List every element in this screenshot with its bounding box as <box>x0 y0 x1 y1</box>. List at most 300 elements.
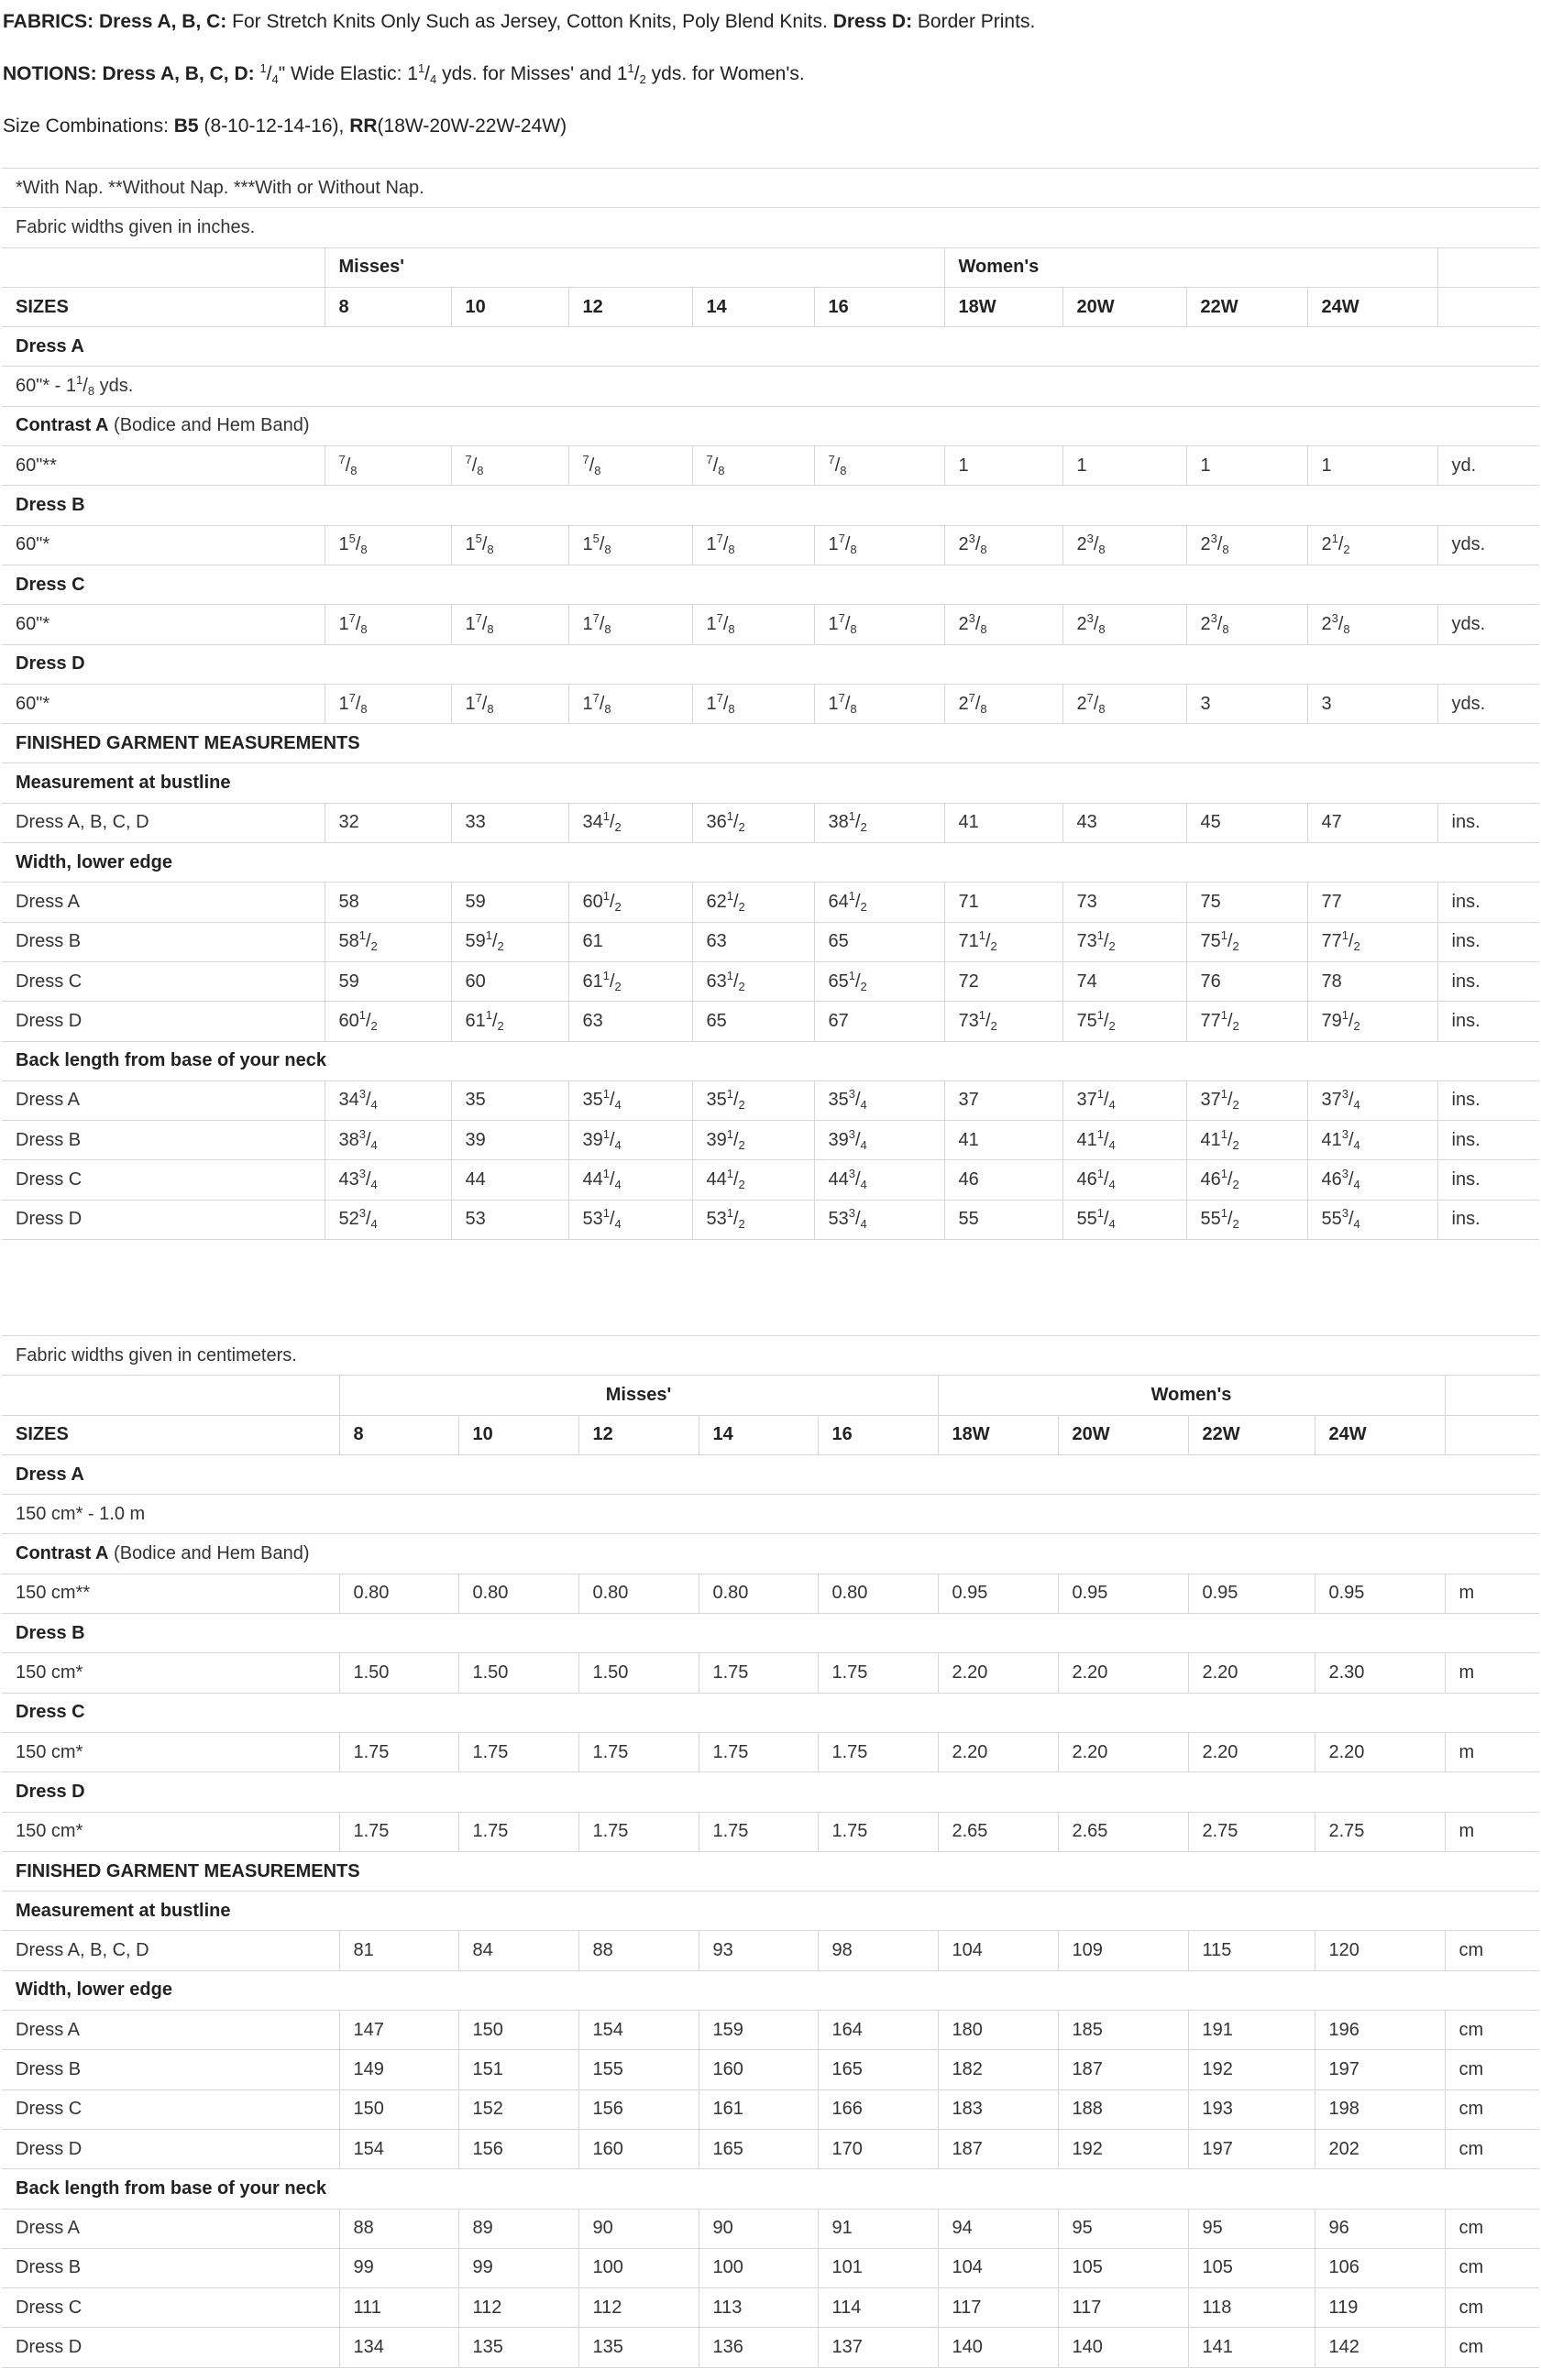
yardage-value: 0.80 <box>578 1574 699 1613</box>
measurement-value: 104 <box>938 1931 1058 1970</box>
dress-label: Dress C <box>2 2089 339 2129</box>
measurement-value: 197 <box>1188 2129 1315 2168</box>
size-code-b5: B5 <box>173 115 199 137</box>
section-row <box>2 724 1539 763</box>
dress-b-row <box>2 1653 1539 1693</box>
size-header: 14 <box>699 1415 818 1454</box>
size-header: 20W <box>1058 1415 1188 1454</box>
yardage-value: 0.95 <box>1315 1574 1445 1613</box>
dress-c-title: Dress C <box>2 1693 1539 1732</box>
unit: ins. <box>1437 1200 1539 1239</box>
measurement-value: 170 <box>818 2129 938 2168</box>
measurement-value: 39 <box>451 1121 568 1160</box>
width-lower-edge-row <box>2 2129 1539 2168</box>
measurement-value: 135 <box>458 2328 578 2367</box>
yardage-value: 0.80 <box>458 1574 578 1613</box>
unit: ins. <box>1437 1002 1539 1041</box>
measurement-value: 100 <box>699 2248 818 2287</box>
nap-note-row <box>2 169 1539 208</box>
size-rr-range: (18W-20W-22W-24W) <box>377 115 567 137</box>
measurement-value: $46^1/_2$ <box>1186 1160 1307 1200</box>
contrast-a-title: Contrast A (Bodice and Hem Band) <box>2 406 1539 445</box>
width-lower-edge-title: Width, lower edge <box>2 843 1539 883</box>
measurement-value: 165 <box>818 2050 938 2089</box>
measurement-value: 43 <box>1062 803 1186 842</box>
section-row <box>2 1892 1539 1931</box>
yardage-value: $2^3/_8$ <box>1186 525 1307 565</box>
yardage-value: 1.75 <box>818 1732 938 1771</box>
blank-cell <box>1437 247 1539 287</box>
measurement-value: 32 <box>325 803 451 842</box>
notions-line <box>3 61 805 87</box>
width-lower-edge-row <box>2 2089 1539 2129</box>
measurement-value: 135 <box>578 2328 699 2367</box>
yardage-value: $1^5/_8$ <box>568 525 692 565</box>
measurement-value: $65^1/_2$ <box>814 961 944 1001</box>
yardage-value: 1.75 <box>458 1732 578 1771</box>
dress-d-title: Dress D <box>2 644 1539 684</box>
dress-label: Dress A <box>2 2011 339 2050</box>
measurement-value: 117 <box>1058 2288 1188 2328</box>
measurement-value: $75^1/_2$ <box>1062 1002 1186 1041</box>
measurement-value: 55 <box>944 1200 1062 1239</box>
contrast-a-title: Contrast A (Bodice and Hem Band) <box>2 1534 1539 1574</box>
dress-label: Dress C <box>2 2288 339 2328</box>
size-header: 12 <box>568 287 692 326</box>
width-lower-edge-row <box>2 2011 1539 2050</box>
measurement-value: $53^1/_2$ <box>692 1200 814 1239</box>
measurement-value: 91 <box>818 2209 938 2248</box>
measurement-value: 141 <box>1188 2328 1315 2367</box>
dress-label: Dress D <box>2 2129 339 2168</box>
bustline-row <box>2 803 1539 842</box>
measurement-value: $77^1/_2$ <box>1186 1002 1307 1041</box>
dress-label: Dress D <box>2 1002 325 1041</box>
size-header: 18W <box>944 287 1062 326</box>
dress-label: Dress A <box>2 883 325 922</box>
yardage-value: $^7/_8$ <box>692 446 814 486</box>
yardage-value: 1.75 <box>818 1653 938 1693</box>
yardage-value: 0.95 <box>938 1574 1058 1613</box>
measurement-value: 134 <box>339 2328 458 2367</box>
yardage-value: 1.75 <box>339 1732 458 1771</box>
measurement-value: $41^1/_4$ <box>1062 1121 1186 1160</box>
measurement-value: 152 <box>458 2089 578 2129</box>
dress-b-row <box>2 525 1539 565</box>
measurement-value: 59 <box>451 883 568 922</box>
yardage-value: $1^5/_8$ <box>451 525 568 565</box>
measurement-value: 161 <box>699 2089 818 2129</box>
measurement-value: $52^3/_4$ <box>325 1200 451 1239</box>
measurement-value: 63 <box>692 922 814 961</box>
measurement-value: 136 <box>699 2328 818 2367</box>
measurement-value: 185 <box>1058 2011 1188 2050</box>
measurement-value: $60^1/_2$ <box>568 883 692 922</box>
yardage-value: $2^3/_8$ <box>1062 525 1186 565</box>
section-row <box>2 1970 1539 2010</box>
bustline-title: Measurement at bustline <box>2 763 1539 803</box>
measurement-value: 88 <box>339 2209 458 2248</box>
size-header: 14 <box>692 287 814 326</box>
measurement-value: $60^1/_2$ <box>325 1002 451 1041</box>
back-length-row <box>2 2248 1539 2287</box>
measurement-value: 118 <box>1188 2288 1315 2328</box>
dress-label: Dress C <box>2 1160 325 1200</box>
measurement-value: $41^1/_2$ <box>1186 1121 1307 1160</box>
measurement-value: 160 <box>578 2129 699 2168</box>
section-row <box>2 406 1539 445</box>
unit: ins. <box>1437 1080 1539 1120</box>
measurement-value: 164 <box>818 2011 938 2050</box>
measurement-value: $39^3/_4$ <box>814 1121 944 1160</box>
section-row <box>2 843 1539 883</box>
measurement-value: 183 <box>938 2089 1058 2129</box>
dress-d-row <box>2 684 1539 723</box>
measurement-value: $53^3/_4$ <box>814 1200 944 1239</box>
section-row <box>2 1614 1539 1653</box>
dress-d-row <box>2 1812 1539 1851</box>
yardage-value: $1^7/_8$ <box>451 684 568 723</box>
measurement-value: 193 <box>1188 2089 1315 2129</box>
measurement-value: 33 <box>451 803 568 842</box>
measurement-value: 196 <box>1315 2011 1445 2050</box>
measurement-value: 113 <box>699 2288 818 2328</box>
fabric-width: 150 cm* <box>2 1653 339 1693</box>
measurement-value: 154 <box>339 2129 458 2168</box>
measurement-value: 37 <box>944 1080 1062 1120</box>
measurement-value: 149 <box>339 2050 458 2089</box>
unit: yds. <box>1437 684 1539 723</box>
yardage-value: 2.65 <box>1058 1812 1188 1851</box>
fabric-width: 150 cm** <box>2 1574 339 1613</box>
measurement-value: $75^1/_2$ <box>1186 922 1307 961</box>
unit: cm <box>1445 2089 1539 2129</box>
contrast-a-row <box>2 1574 1539 1613</box>
measurement-value: 165 <box>699 2129 818 2168</box>
measurement-value: 88 <box>578 1931 699 1970</box>
yardage-value: $1^7/_8$ <box>814 525 944 565</box>
size-header: 16 <box>814 287 944 326</box>
measurement-value: 192 <box>1058 2129 1188 2168</box>
size-b5-range: (8-10-12-14-16), <box>198 115 350 137</box>
size-header: 8 <box>339 1415 458 1454</box>
measurement-value: $37^1/_2$ <box>1186 1080 1307 1120</box>
measurement-value: $62^1/_2$ <box>692 883 814 922</box>
yardage-value: 1.75 <box>818 1812 938 1851</box>
yardage-value: $1^7/_8$ <box>325 684 451 723</box>
bustline-label: Dress A, B, C, D <box>2 1931 339 1970</box>
group-women: Women's <box>938 1376 1445 1415</box>
group-misses: Misses' <box>325 247 944 287</box>
yardage-value: $1^7/_8$ <box>451 605 568 644</box>
yardage-value: $1^7/_8$ <box>325 605 451 644</box>
measurement-value: 120 <box>1315 1931 1445 1970</box>
measurement-value: 78 <box>1307 961 1437 1001</box>
sizes-row <box>2 1415 1539 1454</box>
yardage-value: 1.50 <box>339 1653 458 1693</box>
size-header: 18W <box>938 1415 1058 1454</box>
measurement-value: 90 <box>699 2209 818 2248</box>
measurement-value: 109 <box>1058 1931 1188 1970</box>
unit: cm <box>1445 2328 1539 2367</box>
size-group-row <box>2 1376 1539 1415</box>
unit: yds. <box>1437 525 1539 565</box>
measurement-value: 159 <box>699 2011 818 2050</box>
measurement-value: $55^3/_4$ <box>1307 1200 1437 1239</box>
section-row <box>2 565 1539 604</box>
measurement-value: $34^1/_2$ <box>568 803 692 842</box>
dress-label: Dress A <box>2 2209 339 2248</box>
back-length-row <box>2 1121 1539 1160</box>
unit: ins. <box>1437 1160 1539 1200</box>
measurement-value: 187 <box>1058 2050 1188 2089</box>
measurement-value: 89 <box>458 2209 578 2248</box>
sizes-row <box>2 287 1539 326</box>
yardage-value: $2^3/_8$ <box>944 525 1062 565</box>
yardage-value: 1 <box>1307 446 1437 486</box>
sizes-label: SIZES <box>2 287 325 326</box>
measurement-value: 140 <box>1058 2328 1188 2367</box>
yardage-value: 0.80 <box>699 1574 818 1613</box>
yardage-value: $1^7/_8$ <box>692 525 814 565</box>
fabrics-d-text: Border Prints. <box>917 11 1036 32</box>
section-row <box>2 763 1539 803</box>
yardage-value: 1.75 <box>458 1812 578 1851</box>
blank-cell <box>2 1376 339 1415</box>
yardage-value: $2^7/_8$ <box>1062 684 1186 723</box>
yardage-value: 2.20 <box>1188 1732 1315 1771</box>
section-row <box>2 1041 1539 1080</box>
yardage-value: $2^7/_8$ <box>944 684 1062 723</box>
measurement-value: 75 <box>1186 883 1307 922</box>
back-length-row <box>2 1200 1539 1239</box>
yardage-value: 1 <box>1062 446 1186 486</box>
unit: cm <box>1445 2129 1539 2168</box>
fabrics-d-label: Dress D: <box>832 11 913 32</box>
measurement-value: 180 <box>938 2011 1058 2050</box>
measurement-value: $64^1/_2$ <box>814 883 944 922</box>
measurement-value: $79^1/_2$ <box>1307 1002 1437 1041</box>
dress-c-title: Dress C <box>2 565 1539 604</box>
yardage-value: 3 <box>1186 684 1307 723</box>
width-lower-edge-row <box>2 883 1539 922</box>
measurement-value: 99 <box>458 2248 578 2287</box>
measurement-value: 187 <box>938 2129 1058 2168</box>
yardage-value: 1.75 <box>699 1732 818 1771</box>
yardage-value: $1^7/_8$ <box>814 605 944 644</box>
width-lower-edge-row <box>2 961 1539 1001</box>
notions-dresses: Dress A, B, C, D: <box>102 63 255 84</box>
fabrics-label: FABRICS: <box>3 11 94 32</box>
section-row <box>2 1772 1539 1812</box>
size-header: 22W <box>1188 1415 1315 1454</box>
fabrics-abc-label: Dress A, B, C: <box>99 11 227 32</box>
measurement-value: 140 <box>938 2328 1058 2367</box>
measurement-value: $38^3/_4$ <box>325 1121 451 1160</box>
measurement-value: 156 <box>578 2089 699 2129</box>
size-group-row <box>2 247 1539 287</box>
measurement-value: 137 <box>818 2328 938 2367</box>
measurement-value: 65 <box>814 922 944 961</box>
unit: m <box>1445 1812 1539 1851</box>
back-length-row <box>2 1160 1539 1200</box>
measurement-value: 53 <box>451 1200 568 1239</box>
unit: ins. <box>1437 883 1539 922</box>
fabric-width: 60"* <box>2 684 325 723</box>
unit: ins. <box>1437 922 1539 961</box>
yardage-value: 2.75 <box>1315 1812 1445 1851</box>
measurement-value: 182 <box>938 2050 1058 2089</box>
measurement-value: 150 <box>339 2089 458 2129</box>
measurement-value: 105 <box>1058 2248 1188 2287</box>
yardage-value: 0.95 <box>1188 1574 1315 1613</box>
size-header: 16 <box>818 1415 938 1454</box>
measurement-value: 156 <box>458 2129 578 2168</box>
dress-a-title: Dress A <box>2 1454 1539 1494</box>
fabric-width-note: Fabric widths given in inches. <box>2 208 1539 247</box>
fabric-width-note-row <box>2 208 1539 247</box>
measurement-value: 101 <box>818 2248 938 2287</box>
fabrics-abc-text: For Stretch Knits Only Such as Jersey, Cotton Knits, Poly Blend Knits. <box>232 11 828 32</box>
fabric-width: 60"* <box>2 525 325 565</box>
measurement-value: 104 <box>938 2248 1058 2287</box>
measurement-value: 99 <box>339 2248 458 2287</box>
measurement-value: 111 <box>339 2288 458 2328</box>
size-combinations-label: Size Combinations: <box>3 115 174 137</box>
measurement-value: $37^3/_4$ <box>1307 1080 1437 1120</box>
section-row <box>2 1454 1539 1494</box>
dress-a-title: Dress A <box>2 327 1539 367</box>
back-length-row <box>2 2288 1539 2328</box>
yardage-value: $1^7/_8$ <box>692 684 814 723</box>
measurement-value: 65 <box>692 1002 814 1041</box>
unit: m <box>1445 1653 1539 1693</box>
yardage-value: 2.20 <box>1058 1732 1188 1771</box>
yardage-value: 1 <box>944 446 1062 486</box>
yardage-value: 2.20 <box>1188 1653 1315 1693</box>
yardage-value: 1.75 <box>578 1732 699 1771</box>
yardage-value: 2.20 <box>1315 1732 1445 1771</box>
measurement-value: $63^1/_2$ <box>692 961 814 1001</box>
yardage-value: 2.20 <box>938 1653 1058 1693</box>
notions-label: NOTIONS: <box>3 63 97 84</box>
back-length-row <box>2 1080 1539 1120</box>
size-header: 24W <box>1315 1415 1445 1454</box>
measurement-value: 119 <box>1315 2288 1445 2328</box>
yardage-value: 1.75 <box>578 1812 699 1851</box>
measurement-value: $61^1/_2$ <box>451 1002 568 1041</box>
yardage-value: $2^1/_2$ <box>1307 525 1437 565</box>
dress-a-yardage-row <box>2 367 1539 406</box>
yardage-value: 2.20 <box>1058 1653 1188 1693</box>
yardage-value: 2.30 <box>1315 1653 1445 1693</box>
yardage-value: 2.65 <box>938 1812 1058 1851</box>
measurement-value: 46 <box>944 1160 1062 1200</box>
measurement-value: 60 <box>451 961 568 1001</box>
width-lower-edge-row <box>2 2050 1539 2089</box>
measurement-value: 71 <box>944 883 1062 922</box>
measurement-value: 112 <box>578 2288 699 2328</box>
finished-measurements-title: FINISHED GARMENT MEASUREMENTS <box>2 724 1539 763</box>
finished-measurements-title: FINISHED GARMENT MEASUREMENTS <box>2 1851 1539 1891</box>
measurement-value: $44^3/_4$ <box>814 1160 944 1200</box>
yardage-value: 0.80 <box>818 1574 938 1613</box>
yardage-value: 2.20 <box>938 1732 1058 1771</box>
section-row <box>2 2169 1539 2209</box>
dress-a-yardage: 150 cm* - 1.0 m <box>2 1495 1539 1534</box>
yardage-value: 1.75 <box>699 1653 818 1693</box>
measurement-value: 106 <box>1315 2248 1445 2287</box>
yardage-value: $1^7/_8$ <box>568 684 692 723</box>
size-header: 8 <box>325 287 451 326</box>
measurement-value: 96 <box>1315 2209 1445 2248</box>
yardage-value: $2^3/_8$ <box>1307 605 1437 644</box>
yardage-value: $^7/_8$ <box>568 446 692 486</box>
dress-label: Dress C <box>2 961 325 1001</box>
blank-cell <box>2 247 325 287</box>
measurement-value: 160 <box>699 2050 818 2089</box>
fabric-width: 150 cm* <box>2 1732 339 1771</box>
measurement-value: 45 <box>1186 803 1307 842</box>
measurement-value: $44^1/_4$ <box>568 1160 692 1200</box>
dress-d-title: Dress D <box>2 1772 1539 1812</box>
size-header: 10 <box>458 1415 578 1454</box>
measurement-value: 150 <box>458 2011 578 2050</box>
yardage-value: 0.80 <box>339 1574 458 1613</box>
measurement-value: 117 <box>938 2288 1058 2328</box>
dress-label: Dress D <box>2 2328 339 2367</box>
dress-label: Dress A <box>2 1080 325 1120</box>
measurement-value: $71^1/_2$ <box>944 922 1062 961</box>
unit: ins. <box>1437 803 1539 842</box>
yardage-value: $2^3/_8$ <box>944 605 1062 644</box>
size-header: 10 <box>451 287 568 326</box>
measurement-value: 198 <box>1315 2089 1445 2129</box>
measurement-value: $39^1/_4$ <box>568 1121 692 1160</box>
fabrics-line <box>3 9 1035 35</box>
measurement-value: $46^3/_4$ <box>1307 1160 1437 1200</box>
measurement-value: $41^3/_4$ <box>1307 1121 1437 1160</box>
yardage-table-centimeters <box>2 1335 1539 2368</box>
measurement-value: 192 <box>1188 2050 1315 2089</box>
sizes-label: SIZES <box>2 1415 339 1454</box>
measurement-value: $38^1/_2$ <box>814 803 944 842</box>
measurement-value: 142 <box>1315 2328 1445 2367</box>
measurement-value: $55^1/_2$ <box>1186 1200 1307 1239</box>
dress-label: Dress B <box>2 1121 325 1160</box>
measurement-value: 95 <box>1188 2209 1315 2248</box>
yardage-value: $1^7/_8$ <box>568 605 692 644</box>
measurement-value: 154 <box>578 2011 699 2050</box>
unit: cm <box>1445 2011 1539 2050</box>
back-length-row <box>2 2209 1539 2248</box>
fabric-width-note: Fabric widths given in centimeters. <box>2 1336 1539 1376</box>
yardage-value: $2^3/_8$ <box>1186 605 1307 644</box>
measurement-value: 58 <box>325 883 451 922</box>
measurement-value: 63 <box>568 1002 692 1041</box>
measurement-value: 202 <box>1315 2129 1445 2168</box>
dress-b-title: Dress B <box>2 486 1539 525</box>
section-row <box>2 327 1539 367</box>
unit: yd. <box>1437 446 1539 486</box>
measurement-value: $55^1/_4$ <box>1062 1200 1186 1239</box>
measurement-value: $59^1/_2$ <box>451 922 568 961</box>
section-row <box>2 644 1539 684</box>
measurement-value: 94 <box>938 2209 1058 2248</box>
measurement-value: $35^1/_2$ <box>692 1080 814 1120</box>
fabric-width: 150 cm* <box>2 1812 339 1851</box>
dress-c-row <box>2 1732 1539 1771</box>
